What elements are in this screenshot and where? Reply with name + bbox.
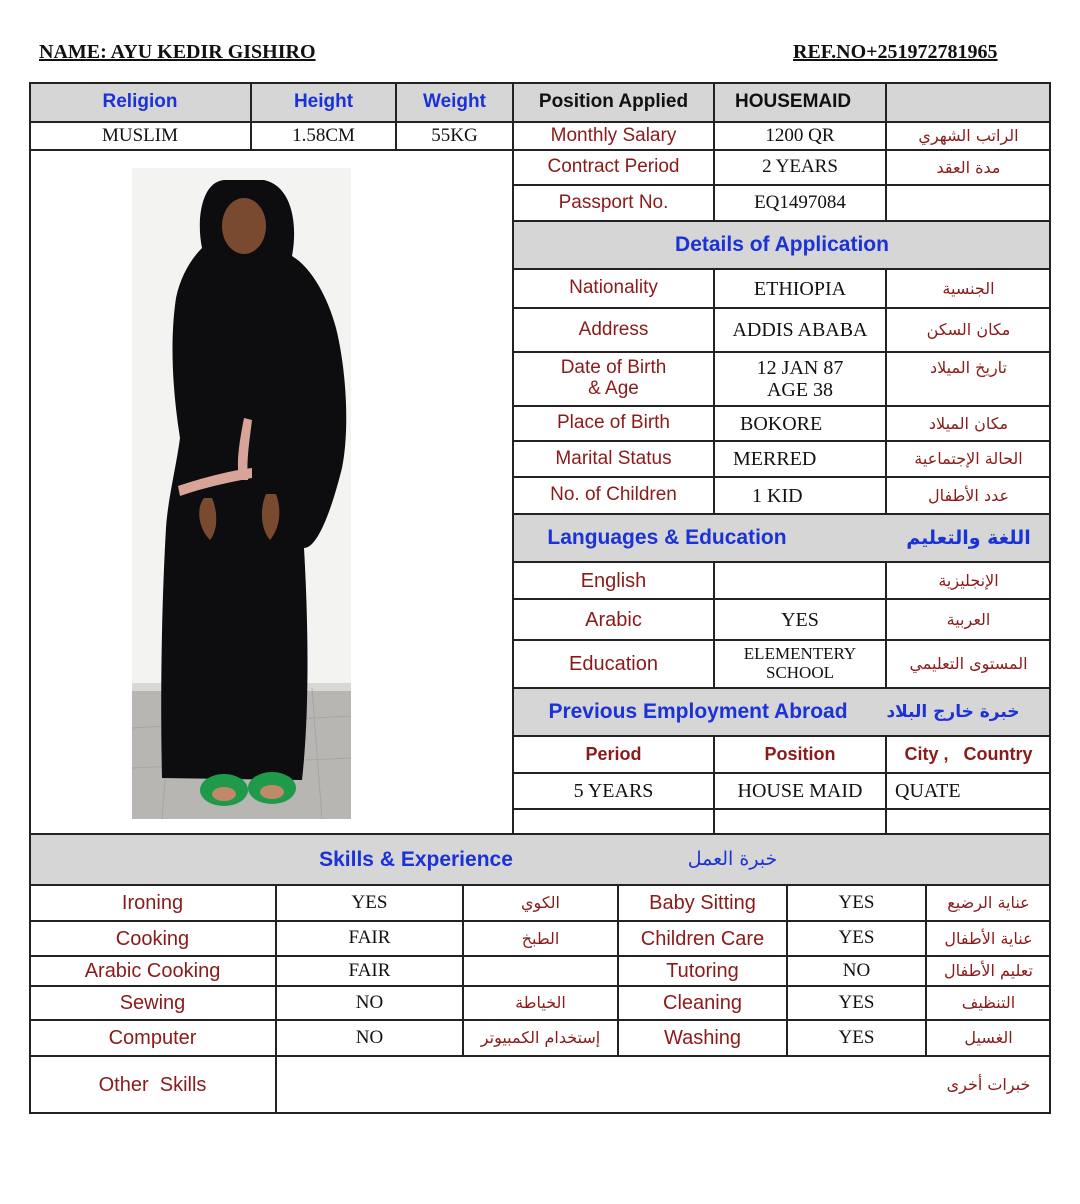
skill-label: Cooking	[115, 927, 190, 950]
education-ar: المستوى التعليمي	[909, 654, 1028, 674]
other-skills-label: Other Skills	[98, 1073, 207, 1096]
skill-value: YES	[351, 891, 388, 913]
passport-value: EQ1497084	[754, 191, 846, 213]
skill-label: Computer	[108, 1027, 197, 1049]
contract-period-label: Contract Period	[547, 156, 680, 178]
skill-label: Arabic Cooking	[84, 960, 221, 982]
dob-label-line1: Date of Birth	[560, 357, 667, 379]
skill-label-ar: عناية الرضيع	[947, 893, 1030, 913]
dob-ar: تاريخ الميلاد	[930, 358, 1007, 378]
place-of-birth-value: BOKORE	[740, 412, 823, 435]
monthly-salary-label: Monthly Salary	[550, 124, 677, 146]
arabic-label: Arabic	[585, 608, 642, 631]
reference-number: REF.NO+251972781965	[793, 41, 998, 63]
employment-city: QUATE	[895, 780, 961, 802]
address-ar: مكان السكن	[926, 320, 1011, 340]
education-label: Education	[569, 653, 658, 675]
skill-label: Washing	[663, 1027, 742, 1049]
skill-value: YES	[838, 1026, 875, 1048]
skill-label: Ironing	[121, 892, 184, 914]
english-value	[715, 563, 885, 598]
nationality-value: ETHIOPIA	[753, 277, 847, 300]
skill-label: Cleaning	[663, 992, 742, 1014]
monthly-salary-value: 1200 QR	[765, 124, 835, 146]
height-value: 1.58CM	[292, 124, 355, 146]
skill-value: YES	[838, 891, 875, 913]
passport-label: Passport No.	[558, 191, 669, 213]
employment-position: HOUSE MAID	[737, 780, 863, 802]
skill-label-ar: الخياطة	[515, 993, 566, 1013]
position-applied-value: HOUSEMAID	[735, 90, 852, 112]
employment-title: Previous Employment Abroad	[548, 700, 848, 724]
languages-title: Languages & Education	[547, 526, 787, 550]
dob-date: 12 JAN 87	[756, 357, 844, 379]
skill-label-ar: إستخدام الكمبيوتر	[480, 1028, 601, 1048]
details-title: Details of Application	[675, 233, 889, 257]
divider	[513, 808, 1051, 810]
position-applied-label: Position Applied	[538, 90, 689, 112]
arabic-ar: العربية	[946, 609, 991, 629]
height-label: Height	[293, 90, 354, 112]
monthly-salary-ar: الراتب الشهري	[918, 126, 1019, 146]
skill-label-ar: الغسيل	[964, 1028, 1013, 1048]
employment-title-ar: خبرة خارج البلاد	[886, 701, 1020, 722]
skill-label-ar: تعليم الأطفال	[944, 961, 1033, 981]
children-value: 1 KID	[752, 484, 803, 507]
weight-value: 55KG	[431, 124, 478, 146]
position-label: Position	[764, 743, 836, 764]
children-label: No. of Children	[550, 484, 677, 506]
languages-title-ar: اللغة والتعليم	[906, 526, 1031, 549]
skill-value: FAIR	[348, 927, 391, 949]
skill-label-ar: التنظيف	[961, 993, 1016, 1013]
dob-label-line2: & Age	[588, 378, 639, 399]
religion-label: Religion	[102, 90, 178, 112]
weight-label: Weight	[423, 90, 486, 112]
dob-age: AGE 38	[766, 379, 834, 401]
address-label: Address	[578, 318, 649, 340]
skill-value: NO	[355, 991, 384, 1013]
skill-label-ar: الطبخ	[521, 928, 560, 948]
skill-label-ar: الكوي	[521, 893, 560, 913]
skill-label-ar: عناية الأطفال	[944, 928, 1033, 948]
religion-value: MUSLIM	[101, 124, 178, 146]
education-value-line1: ELEMENTERY	[743, 644, 857, 664]
nationality-label: Nationality	[569, 277, 658, 299]
city-country-label: City , Country	[904, 743, 1033, 764]
marital-status-label: Marital Status	[555, 447, 672, 469]
children-ar: عدد الأطفال	[927, 485, 1010, 505]
divider	[29, 149, 513, 151]
candidate-photo	[132, 168, 351, 819]
period-label: Period	[585, 743, 642, 764]
address-value: ADDIS ABABA	[732, 319, 868, 341]
skill-label: Baby Sitting	[649, 892, 756, 914]
skill-label-ar	[464, 957, 617, 985]
contract-period-value: 2 YEARS	[762, 156, 838, 178]
education-value	[715, 641, 885, 687]
english-ar: الإنجليزية	[938, 570, 999, 590]
dob-label	[514, 353, 713, 405]
arabic-value: YES	[781, 608, 819, 631]
skills-title: Skills & Experience	[319, 847, 513, 871]
marital-status-ar: الحالة الإجتماعية	[914, 449, 1023, 469]
person-figure	[132, 168, 351, 819]
skill-value: NO	[842, 959, 871, 981]
nationality-ar: الجنسية	[942, 278, 995, 298]
skill-value: FAIR	[348, 959, 391, 981]
contract-period-ar: مدة العقد	[936, 157, 1001, 177]
education-value-line2: SCHOOL	[765, 663, 834, 682]
skill-value: YES	[838, 991, 875, 1013]
skill-label: Tutoring	[666, 960, 739, 982]
english-label: English	[580, 569, 647, 592]
skill-label: Sewing	[119, 992, 186, 1014]
place-of-birth-ar: مكان الميلاد	[928, 413, 1009, 433]
marital-status-value: MERRED	[733, 448, 817, 470]
skill-value: NO	[355, 1026, 384, 1048]
other-skills-ar: خبرات أخرى	[946, 1074, 1031, 1094]
place-of-birth-label: Place of Birth	[557, 412, 670, 434]
candidate-name: NAME: AYU KEDIR GISHIRO	[39, 41, 316, 63]
skill-label: Children Care	[640, 927, 765, 950]
skills-title-ar: خبرة العمل	[687, 848, 778, 871]
skill-value: YES	[838, 927, 875, 949]
employment-period: 5 YEARS	[573, 780, 654, 802]
dob-value	[715, 353, 885, 405]
